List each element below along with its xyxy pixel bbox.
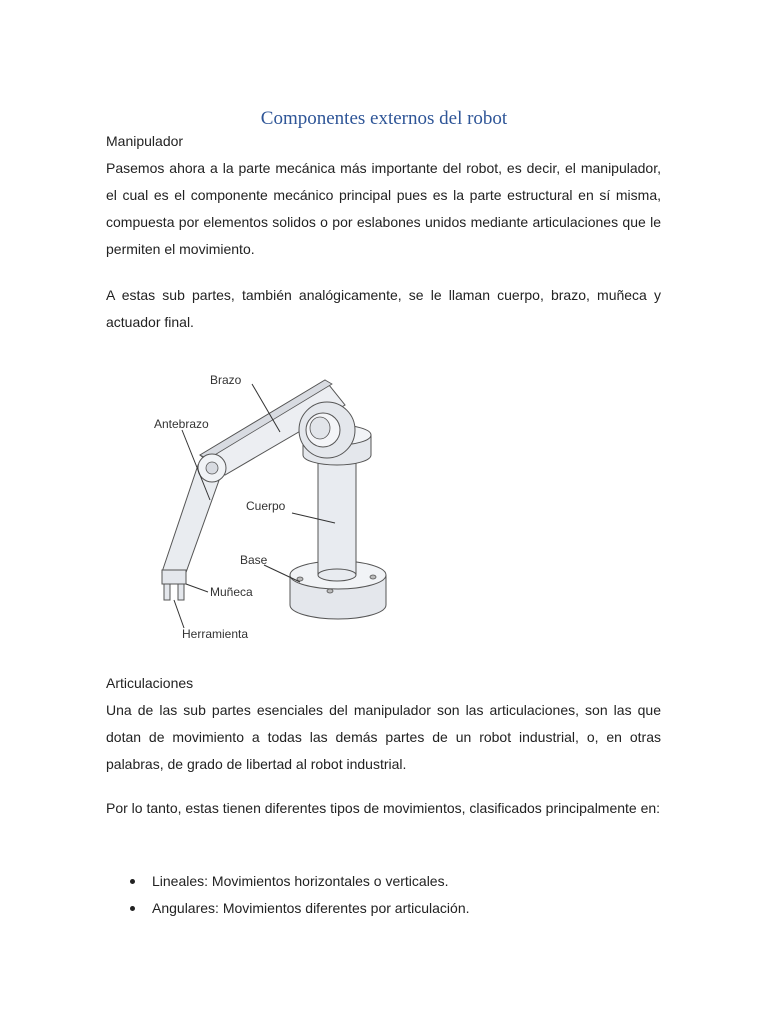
list-item-text: Lineales: Movimientos horizontales o verticales. bbox=[152, 873, 449, 889]
section-heading-manipulador: Manipulador bbox=[106, 133, 184, 149]
section-heading-articulaciones: Articulaciones bbox=[106, 675, 194, 691]
robot-wrist-tool bbox=[162, 570, 186, 600]
document-title: Componentes externos del robot bbox=[260, 108, 508, 129]
robot-arm-illustration bbox=[140, 360, 420, 650]
list-item-text: Angulares: Movimientos diferentes por articulación. bbox=[152, 900, 470, 916]
movement-types-list bbox=[106, 868, 661, 922]
paragraph-articulaciones-1: Una de las sub partes esenciales del manipulador son las articulaciones, son las que dotan de movimiento a todas las demás partes de un robot industrial, o, en otras palabras, de grado de libertad al robot industrial. bbox=[106, 702, 661, 772]
label-cuerpo: Cuerpo bbox=[246, 499, 286, 513]
label-herramienta: Herramienta bbox=[182, 627, 249, 641]
list-item bbox=[106, 868, 661, 895]
robot-arm-figure bbox=[140, 360, 420, 650]
paragraph-manipulador-2: A estas sub partes, también analógicamente, se le llaman cuerpo, brazo, muñeca y actuador final. bbox=[106, 287, 661, 330]
label-brazo: Brazo bbox=[210, 373, 242, 387]
label-antebrazo: Antebrazo bbox=[154, 417, 209, 431]
bullet-icon bbox=[130, 906, 135, 911]
label-muneca: Muñeca bbox=[210, 585, 253, 599]
paragraph-articulaciones-2: Por lo tanto, estas tienen diferentes tipos de movimientos, clasificados principalmente en: bbox=[106, 800, 661, 816]
list-item bbox=[106, 895, 661, 922]
bullet-icon bbox=[130, 879, 135, 884]
label-base: Base bbox=[240, 553, 268, 567]
robot-forearm bbox=[162, 454, 226, 578]
paragraph-manipulador-1: Pasemos ahora a la parte mecánica más importante del robot, es decir, el manipulador, el cual es el componente mecánico principal pues es la parte estructural en sí misma, compuesta por elementos solidos o por eslabones unidos mediante articulaciones que le permiten el movimiento. bbox=[106, 160, 661, 257]
